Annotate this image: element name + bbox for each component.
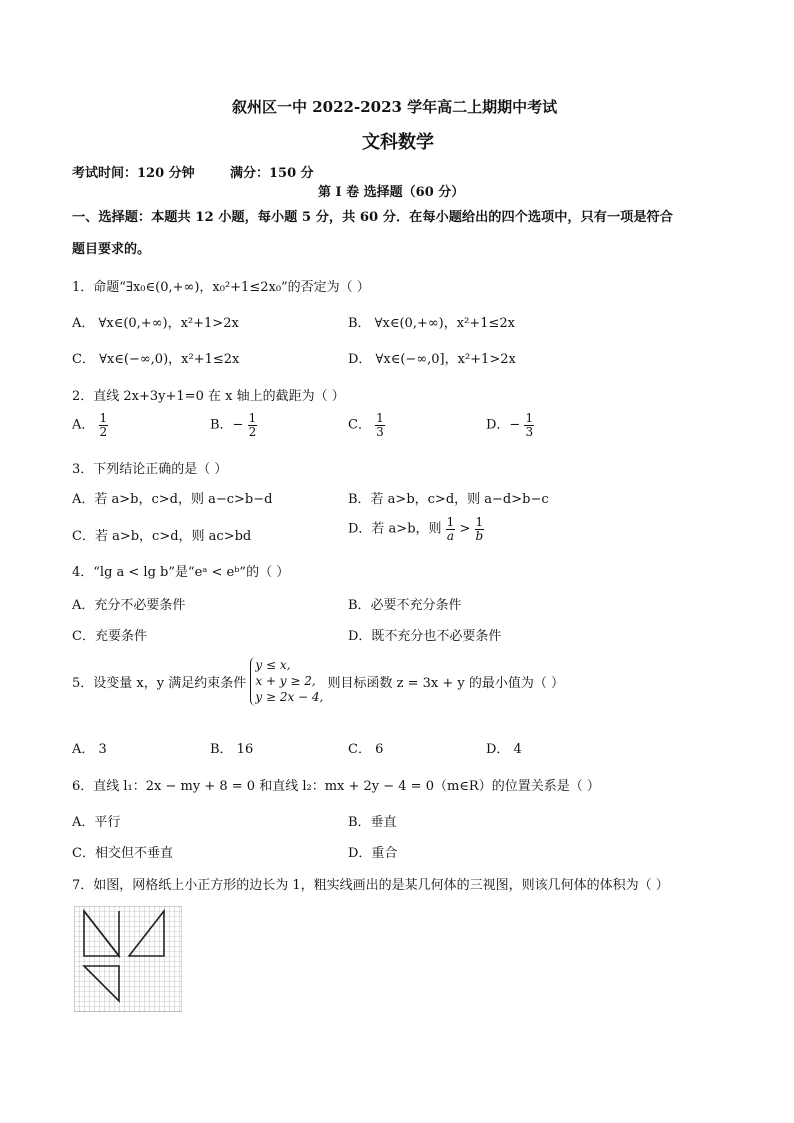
option-d-label: D．− [486, 417, 521, 433]
denominator: b [475, 528, 484, 543]
question-1-option-c: C． ∀x∈(−∞,0)，x²+1≤2x [72, 352, 240, 367]
exam-title: 叙州区一中 2022-2023 学年高二上期期中考试 [232, 98, 558, 116]
numerator: 1 [376, 411, 384, 425]
three-view-figure [74, 906, 182, 1012]
question-1-option-b: B． ∀x∈(0,+∞)，x²+1≤2x [348, 316, 515, 331]
question-3-option-a: A．若 a>b，c>d，则 a−c>b−d [72, 492, 273, 507]
denominator: 3 [525, 424, 534, 439]
question-1-option-d: D． ∀x∈(−∞,0]，x²+1>2x [348, 352, 516, 367]
question-4-option-a: A．充分不必要条件 [72, 598, 186, 613]
denominator: 2 [248, 424, 257, 439]
grid-background [74, 906, 182, 1012]
fraction [524, 412, 534, 438]
numerator: 1 [525, 411, 534, 425]
instructions-line1: 一、选择题：本题共 12 小题，每小题 5 分，共 60 分．在每小题给出的四个选项中，只有一项是符合 [72, 210, 673, 225]
relation: > [459, 521, 471, 537]
question-2-option-c [348, 412, 385, 438]
question-3-stem: 3．下列结论正确的是（ ） [72, 462, 228, 477]
question-2-option-d [486, 412, 534, 438]
question-3-option-b: B．若 a>b，c>d，则 a−d>b−c [348, 492, 549, 507]
question-4-option-d: D．既不充分也不必要条件 [348, 629, 502, 644]
question-5-stem-pre: 5．设变量 x，y 满足约束条件 [72, 675, 247, 691]
numerator: 1 [446, 515, 455, 529]
question-4-stem: 4．“lg a < lg b”是“eᵃ < eᵇ”的（ ） [72, 565, 290, 580]
question-6-option-a: A．平行 [72, 815, 121, 830]
question-5-option-d: D． 4 [486, 742, 522, 757]
instructions-line2: 题目要求的。 [72, 242, 151, 257]
question-1-option-a: A． ∀x∈(0,+∞)，x²+1>2x [72, 316, 239, 331]
question-6-option-b: B．垂直 [348, 815, 397, 830]
option-a-label: A． [72, 417, 95, 433]
question-5-option-a: A． 3 [72, 742, 107, 757]
denominator: 2 [99, 424, 108, 439]
question-6-option-c: C．相交但不垂直 [72, 846, 173, 861]
question-5-option-b: B． 16 [210, 742, 254, 757]
subject-title: 文科数学 [362, 132, 434, 153]
question-7-stem: 7．如图，网格纸上小正方形的边长为 1，粗实线画出的是某几何体的三视图，则该几何体的体积为（ ） [72, 878, 669, 893]
fraction-left [446, 516, 456, 542]
question-5-stem [72, 657, 564, 706]
question-6-stem: 6．直线 l₁：2x − my + 8 = 0 和直线 l₂：mx + 2y − 4 = 0（m∈R）的位置关系是（ ） [72, 779, 600, 794]
question-6-option-d: D．重合 [348, 846, 398, 861]
question-5-option-c: C． 6 [348, 742, 384, 757]
exam-time: 考试时间：120 分钟 [72, 166, 195, 181]
constraint-3: y ≥ 2x − 4, [255, 690, 324, 705]
question-2-option-b [210, 412, 257, 438]
fraction [248, 412, 258, 438]
question-2-stem: 2．直线 2x+3y+1=0 在 x 轴上的截距为（ ） [72, 389, 345, 404]
question-5-stem-post: 则目标函数 z = 3x + y 的最小值为（ ） [327, 675, 565, 691]
question-1-stem: 1．命题“∃x₀∈(0,+∞)，x₀²+1≤2x₀”的否定为（ ） [72, 280, 370, 295]
constraint-system [250, 657, 323, 706]
question-3-option-c: C．若 a>b，c>d，则 ac>bd [72, 529, 252, 544]
section-heading: 第 I 卷 选择题（60 分） [318, 185, 465, 200]
denominator: 3 [376, 424, 384, 439]
full-score: 满分：150 分 [230, 166, 314, 181]
question-4-option-c: C．充要条件 [72, 629, 147, 644]
option-d-label: D．若 a>b，则 [348, 521, 442, 537]
question-3-option-d [348, 516, 484, 542]
question-4-option-b: B．必要不充分条件 [348, 598, 462, 613]
option-b-label: B．− [210, 417, 244, 433]
option-c-label: C． [348, 417, 371, 433]
constraint-1: y ≤ x, [255, 658, 291, 672]
fraction [375, 412, 385, 438]
fraction-right [475, 516, 485, 542]
constraint-2: x + y ≥ 2, [255, 674, 316, 689]
numerator: 1 [248, 411, 257, 425]
fraction [99, 412, 109, 438]
question-2-option-a [72, 412, 108, 438]
numerator: 1 [475, 515, 484, 529]
denominator: a [446, 528, 455, 543]
numerator: 1 [99, 411, 108, 425]
